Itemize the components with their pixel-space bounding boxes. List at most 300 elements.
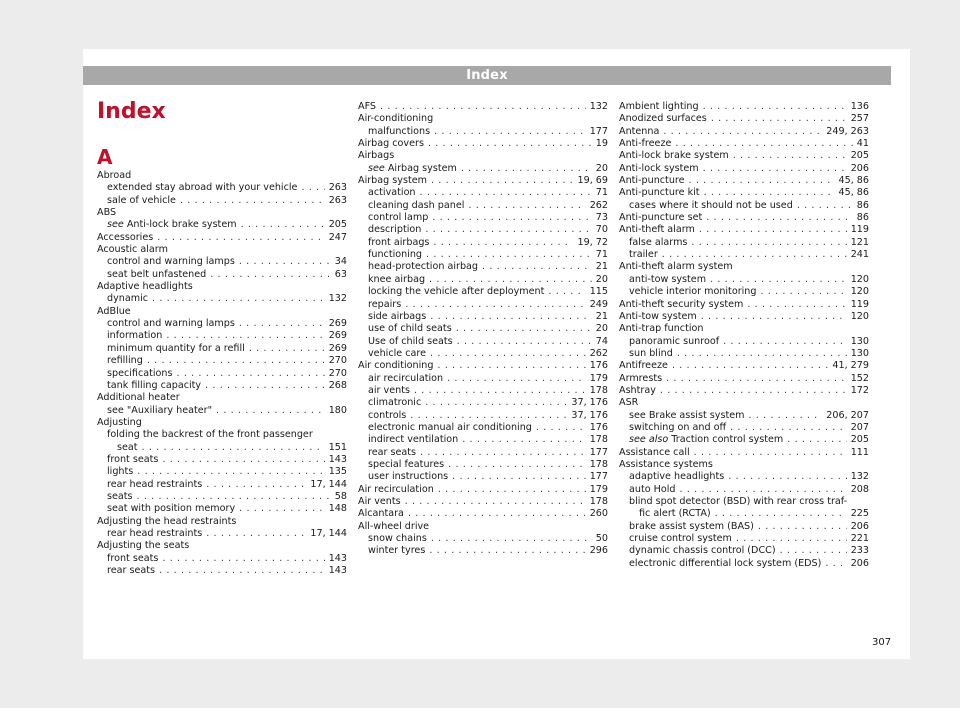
index-entry — [358, 533, 608, 545]
entry-page-ref: 177 — [589, 446, 608, 458]
index-entry — [619, 533, 869, 545]
index-entry — [358, 187, 608, 199]
entry-term — [629, 521, 754, 533]
index-entry — [619, 336, 869, 348]
entry-text: information — [107, 330, 163, 342]
dot-leader — [715, 508, 847, 520]
entry-term — [368, 533, 427, 545]
dot-leader — [142, 442, 325, 454]
entry-page-ref: 206 — [850, 520, 869, 532]
entry-text: Airbag system — [384, 162, 457, 174]
dot-leader — [408, 508, 586, 520]
entry-page-ref: 260 — [589, 508, 608, 520]
entry-text: knee airbag — [368, 273, 426, 285]
entry-term — [629, 496, 847, 508]
dot-leader — [431, 175, 574, 187]
index-entry — [358, 274, 608, 286]
entry-page-ref: 21 — [595, 310, 608, 322]
entry-term — [629, 274, 706, 286]
entry-page-ref: 132 — [328, 293, 347, 305]
index-entry — [97, 454, 347, 466]
entry-text: panoramic sunroof — [629, 335, 720, 347]
index-entry — [97, 380, 347, 392]
entry-page-ref: 37, 176 — [571, 397, 608, 409]
entry-page-ref: 206 — [850, 162, 869, 174]
entry-page-ref: 176 — [589, 360, 608, 372]
entry-term — [107, 330, 162, 342]
entry-text: side airbags — [368, 310, 427, 322]
index-entry — [619, 496, 869, 508]
entry-text: Antifreeze — [619, 360, 668, 372]
entry-text: climatronic — [368, 397, 422, 409]
entry-text: indirect ventilation — [368, 434, 459, 446]
entry-page-ref: 151 — [328, 441, 347, 453]
dot-leader — [780, 545, 847, 557]
index-entry — [97, 219, 347, 231]
entry-text: sale of vehicle — [107, 194, 176, 206]
entry-page-ref: 178 — [589, 434, 608, 446]
entry-term — [619, 373, 662, 385]
dot-leader — [748, 410, 822, 422]
entry-text: Anti-trap function — [619, 323, 704, 335]
index-entry — [358, 261, 608, 273]
index-entry — [358, 545, 608, 557]
dot-leader — [241, 219, 325, 231]
entry-text: Anti-lock brake system — [619, 150, 729, 162]
entry-text: seat with position memory — [107, 503, 236, 515]
entry-page-ref: 180 — [328, 404, 347, 416]
entry-term — [619, 323, 703, 335]
entry-page-ref: 148 — [328, 503, 347, 515]
entry-term — [619, 459, 713, 471]
entry-page-ref: 205 — [850, 434, 869, 446]
entry-text: special features — [368, 458, 445, 470]
entry-term — [619, 113, 707, 125]
entry-text: controls — [368, 409, 407, 421]
entry-text: air vents — [368, 384, 410, 396]
index-entry — [619, 385, 869, 397]
entry-page-ref: 132 — [850, 471, 869, 483]
index-entry — [97, 392, 347, 404]
index-entry — [619, 126, 869, 138]
index-entry — [619, 212, 869, 224]
entry-text: Adjusting the head restraints — [97, 515, 237, 527]
index-entry — [358, 286, 608, 298]
dot-leader — [152, 293, 325, 305]
entry-page-ref: 233 — [850, 545, 869, 557]
entry-term — [107, 182, 297, 194]
entry-term — [107, 553, 158, 565]
dot-leader — [662, 249, 847, 261]
index-entry — [358, 360, 608, 372]
dot-leader — [425, 397, 567, 409]
entry-term — [368, 348, 426, 360]
dot-leader — [448, 459, 586, 471]
dot-leader — [672, 360, 828, 372]
index-entry — [97, 417, 347, 429]
dot-leader — [704, 187, 835, 199]
dot-leader — [437, 360, 585, 372]
entry-text: user instructions — [368, 471, 449, 483]
header-bar — [83, 66, 891, 85]
entry-page-ref: 249 — [589, 298, 608, 310]
entry-text: electronic manual air conditioning — [368, 421, 532, 433]
dot-leader — [787, 434, 846, 446]
dot-leader — [706, 212, 853, 224]
dot-leader — [699, 224, 847, 236]
entry-term — [629, 348, 673, 360]
index-entry — [358, 484, 608, 496]
dot-leader — [425, 224, 591, 236]
section-letter: A — [97, 145, 113, 169]
entry-page-ref: 269 — [328, 342, 347, 354]
entry-term — [619, 101, 699, 113]
entry-text: control lamp — [368, 212, 429, 224]
entry-term — [629, 434, 783, 446]
index-entry — [619, 311, 869, 323]
dot-leader — [380, 101, 586, 113]
dot-leader — [694, 447, 847, 459]
dot-leader — [147, 355, 325, 367]
entry-text: activation — [368, 187, 416, 199]
entry-text: false alarms — [629, 236, 688, 248]
entry-term — [619, 126, 659, 138]
dot-leader — [677, 348, 847, 360]
entry-page-ref: 270 — [328, 355, 347, 367]
entry-term — [619, 261, 733, 273]
index-entry — [97, 281, 347, 293]
entry-text: snow chains — [368, 533, 427, 545]
entry-page-ref: 206, 207 — [826, 409, 869, 421]
index-entry — [619, 422, 869, 434]
entry-page-ref: 121 — [850, 236, 869, 248]
index-entry — [358, 224, 608, 236]
dot-leader — [433, 237, 573, 249]
index-entry — [97, 269, 347, 281]
index-entry — [619, 348, 869, 360]
index-entry — [97, 182, 347, 194]
entry-page-ref: 20 — [595, 323, 608, 335]
entry-page-ref: 71 — [595, 187, 608, 199]
dot-leader — [159, 565, 325, 577]
entry-text: control and warning lamps — [107, 256, 235, 268]
entry-term — [368, 237, 429, 249]
dot-leader — [462, 434, 585, 446]
index-entry — [97, 442, 347, 454]
index-entry — [97, 244, 347, 256]
entry-text: front seats — [107, 453, 159, 465]
entry-page-ref: 179 — [589, 483, 608, 495]
entry-text: repairs — [368, 298, 402, 310]
entry-page-ref: 221 — [850, 533, 869, 545]
index-entry — [619, 484, 869, 496]
entry-page-ref: 71 — [595, 249, 608, 261]
entry-term — [368, 422, 532, 434]
dot-leader — [723, 336, 847, 348]
entry-term — [368, 471, 448, 483]
dot-leader — [679, 484, 846, 496]
dot-leader — [206, 528, 306, 540]
entry-text: Adjusting the seats — [97, 540, 190, 552]
entry-page-ref: 263 — [328, 182, 347, 194]
entry-text: refilling — [107, 355, 143, 367]
dot-leader — [430, 348, 586, 360]
entry-text: Traction control system — [668, 434, 784, 446]
entry-page-ref: 45, 86 — [838, 187, 869, 199]
dot-leader — [434, 126, 586, 138]
entry-term — [619, 360, 668, 372]
entry-page-ref: 208 — [850, 483, 869, 495]
entry-text: seat — [117, 441, 138, 453]
index-entry — [97, 232, 347, 244]
entry-text: Anti-puncture kit — [619, 187, 700, 199]
see-reference: see — [107, 219, 124, 231]
entry-text: Airbags — [358, 150, 395, 162]
dot-leader — [675, 138, 852, 150]
entry-term — [368, 323, 452, 335]
dot-leader — [249, 343, 325, 355]
dot-leader — [429, 545, 585, 557]
entry-page-ref: 115 — [589, 286, 608, 298]
entry-page-ref: 152 — [850, 372, 869, 384]
entry-text: Adaptive headlights — [97, 281, 193, 293]
entry-page-ref: 263 — [328, 194, 347, 206]
dot-leader — [166, 330, 324, 342]
index-entry — [358, 323, 608, 335]
entry-term — [107, 503, 235, 515]
entry-term — [107, 528, 202, 540]
entry-text: Ashtray — [619, 384, 656, 396]
index-entry — [97, 540, 347, 552]
entry-term — [368, 126, 430, 138]
dot-leader — [162, 553, 324, 565]
entry-term — [629, 237, 687, 249]
entry-term — [368, 545, 425, 557]
entry-term — [117, 442, 138, 454]
entry-term — [107, 405, 212, 417]
entry-page-ref: 205 — [328, 219, 347, 231]
index-entry — [358, 126, 608, 138]
entry-text: switching on and off — [629, 421, 727, 433]
entry-page-ref: 179 — [589, 372, 608, 384]
index-entry — [97, 368, 347, 380]
index-entry — [358, 200, 608, 212]
dot-leader — [660, 385, 847, 397]
index-entry — [358, 101, 608, 113]
index-entry — [619, 274, 869, 286]
entry-term — [107, 565, 155, 577]
entry-text: Airbag system — [358, 175, 427, 187]
index-entry — [358, 138, 608, 150]
index-entry — [97, 318, 347, 330]
index-entry — [358, 311, 608, 323]
entry-term — [368, 459, 444, 471]
entry-term — [629, 286, 756, 298]
entry-term — [97, 516, 236, 528]
entry-text: front airbags — [368, 236, 430, 248]
dot-leader — [452, 471, 586, 483]
index-entry — [97, 293, 347, 305]
index-entry — [358, 212, 608, 224]
dot-leader — [405, 299, 585, 311]
entry-text: Anti-theft alarm — [619, 224, 695, 236]
dot-leader — [420, 187, 592, 199]
dot-leader — [405, 496, 586, 508]
entry-text: head-protection airbag — [368, 261, 479, 273]
entry-text: electronic differential lock system (EDS) — [629, 557, 822, 569]
entry-term — [358, 113, 433, 125]
entry-term — [368, 434, 458, 446]
index-column-1 — [97, 145, 347, 577]
index-entry — [619, 163, 869, 175]
entry-text: Air vents — [358, 496, 401, 507]
entry-text: specifications — [107, 367, 173, 379]
entry-text: Anti-theft alarm system — [619, 261, 733, 273]
entry-text: Assistance systems — [619, 458, 713, 470]
entry-page-ref: 86 — [856, 199, 869, 211]
entry-term — [629, 484, 675, 496]
entry-text: adaptive headlights — [629, 471, 725, 483]
dot-leader — [438, 484, 586, 496]
dot-leader — [410, 410, 567, 422]
index-entry — [97, 195, 347, 207]
dot-leader — [447, 373, 586, 385]
entry-term — [107, 368, 173, 380]
entry-term — [619, 138, 671, 150]
entry-term — [368, 410, 406, 422]
index-entry — [619, 237, 869, 249]
entry-text: auto Hold — [629, 483, 676, 495]
dot-leader — [468, 200, 585, 212]
dot-leader — [710, 274, 847, 286]
entry-page-ref: 20 — [595, 273, 608, 285]
index-entry — [97, 479, 347, 491]
entry-page-ref: 86 — [856, 212, 869, 224]
entry-term — [107, 343, 245, 355]
dot-leader — [730, 422, 847, 434]
index-entry — [97, 528, 347, 540]
entry-term — [368, 249, 422, 261]
entry-page-ref: 135 — [328, 466, 347, 478]
index-entry — [97, 565, 347, 577]
entry-term — [629, 410, 744, 422]
entry-text: brake assist system (BAS) — [629, 520, 754, 532]
index-entry — [97, 207, 347, 219]
entry-page-ref: 262 — [589, 347, 608, 359]
entry-page-ref: 176 — [589, 421, 608, 433]
entry-term — [107, 318, 235, 330]
index-entry — [619, 249, 869, 261]
entry-text: Acoustic alarm — [97, 244, 168, 256]
dot-leader — [758, 521, 847, 533]
entry-text: winter tyres — [368, 545, 426, 557]
entry-text: rear head restraints — [107, 527, 203, 539]
entry-text: Adjusting — [97, 416, 142, 428]
entry-term — [107, 219, 237, 231]
entry-term — [619, 397, 638, 409]
dot-leader — [162, 454, 324, 466]
see-reference: see also — [629, 434, 669, 446]
entry-page-ref: 120 — [850, 273, 869, 285]
entry-page-ref: 257 — [850, 113, 869, 125]
dot-leader — [456, 323, 592, 335]
entry-term — [619, 224, 695, 236]
entry-term — [107, 195, 176, 207]
entry-term — [619, 163, 699, 175]
index-entry — [619, 175, 869, 187]
entry-text: locking the vehicle after deployment — [368, 286, 545, 298]
entry-text: tank filling capacity — [107, 379, 202, 391]
entry-text: Anodized surfaces — [619, 113, 707, 125]
dot-leader — [760, 286, 846, 298]
index-entry — [97, 306, 347, 318]
dot-leader — [431, 533, 592, 545]
entry-text: ASR — [619, 397, 639, 409]
dot-leader — [733, 150, 847, 162]
index-entry — [97, 516, 347, 528]
dot-leader — [157, 232, 324, 244]
entry-page-ref: 143 — [328, 552, 347, 564]
entry-term — [619, 187, 700, 199]
entry-text: cleaning dash panel — [368, 199, 465, 211]
entry-page-ref: 206 — [850, 557, 869, 569]
entry-page-ref: 19, 69 — [577, 175, 608, 187]
index-entry — [97, 330, 347, 342]
entry-text: see "Auxiliary heater" — [107, 404, 213, 416]
index-entry — [97, 503, 347, 515]
entry-term — [368, 163, 457, 175]
entry-page-ref: 132 — [589, 101, 608, 112]
entry-term — [97, 392, 180, 404]
entry-page-ref: 205 — [850, 150, 869, 162]
entry-text: Accessories — [97, 231, 154, 243]
entry-term — [619, 299, 743, 311]
entry-text: seat belt unfastened — [107, 268, 207, 280]
entry-term — [368, 336, 453, 348]
entry-term — [619, 385, 656, 397]
entry-term — [368, 373, 443, 385]
entry-page-ref: 269 — [328, 318, 347, 330]
index-entry — [619, 397, 869, 409]
index-entry — [358, 348, 608, 360]
entry-term — [97, 170, 131, 182]
entry-term — [97, 232, 153, 244]
entry-text: vehicle care — [368, 347, 427, 359]
index-entry — [358, 163, 608, 175]
entry-page-ref: 247 — [328, 231, 347, 243]
entry-term — [629, 336, 719, 348]
entry-term — [368, 299, 401, 311]
index-entry — [619, 299, 869, 311]
entry-term — [97, 244, 168, 256]
entry-term — [107, 466, 133, 478]
entry-term — [97, 540, 189, 552]
entry-page-ref: 20 — [595, 162, 608, 174]
index-entry — [619, 200, 869, 212]
entry-term — [107, 380, 201, 392]
entry-text: lights — [107, 466, 134, 478]
entry-term — [358, 101, 376, 113]
entry-page-ref: 143 — [328, 453, 347, 465]
index-entry — [97, 405, 347, 417]
entry-page-ref: 74 — [595, 335, 608, 347]
entry-page-ref: 17, 144 — [310, 478, 347, 490]
dot-leader — [691, 237, 846, 249]
entry-term — [358, 496, 401, 508]
entry-text: see Brake assist system — [629, 409, 745, 421]
dot-leader — [663, 126, 822, 138]
dot-leader — [461, 163, 592, 175]
